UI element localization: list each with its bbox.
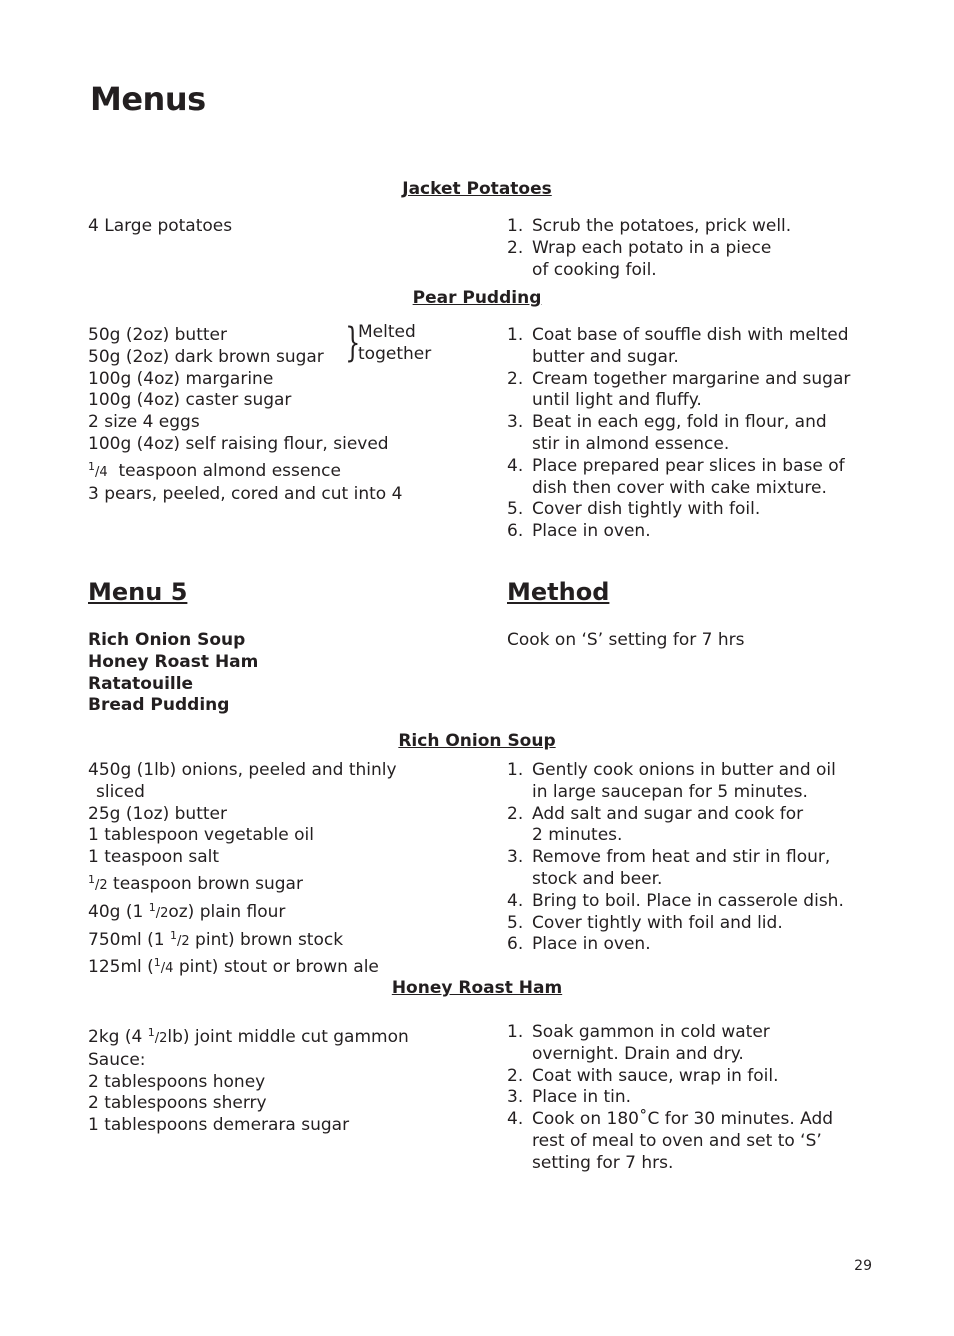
step-item xyxy=(507,216,852,238)
ingredient-text: lb) joint middle cut gammon xyxy=(167,1027,409,1047)
ingredient-line: 100g (4oz) caster sugar xyxy=(88,390,292,411)
menu-item-list xyxy=(88,630,258,717)
ingredient-line: 25g (1oz) butter xyxy=(88,803,227,824)
step-text: Add salt and sugar and cook for 2 minutes. xyxy=(532,803,804,846)
ingredients-rich-onion-soup xyxy=(88,760,428,980)
ingredient-text: teaspoon almond essence xyxy=(118,460,341,481)
step-item xyxy=(507,1066,852,1088)
page-title: Menus xyxy=(90,80,206,118)
ingredient-line: 2 size 4 eggs xyxy=(88,412,200,433)
ingredient-line: 50g (2oz) dark brown sugar xyxy=(88,346,324,367)
step-number: 1. xyxy=(507,216,524,236)
ingredient-line: 1 teaspoon salt xyxy=(88,847,220,868)
ingredient-line: 2 tablespoons sherry xyxy=(88,1093,267,1114)
step-number: 6. xyxy=(507,521,524,542)
step-number: 3. xyxy=(507,847,524,868)
brace-note xyxy=(358,322,431,366)
fraction-numerator: 1 xyxy=(170,928,177,942)
step-item xyxy=(507,499,852,521)
ingredient-line xyxy=(88,1022,428,1050)
step-item xyxy=(507,325,852,369)
step-item xyxy=(507,1087,852,1109)
step-text: Cream together margarine and sugar until light and fluffy. xyxy=(532,368,851,411)
ingredient-text: oz) plain flour xyxy=(168,901,286,922)
ingredient-line: Sauce: xyxy=(88,1049,146,1070)
step-text: Scrub the potatoes, prick well. xyxy=(532,216,792,236)
step-number: 3. xyxy=(507,1087,524,1108)
step-text: Bring to boil. Place in casserole dish. xyxy=(532,890,844,911)
menu-item: Ratatouille xyxy=(88,673,194,694)
fraction-numerator: 1 xyxy=(148,900,156,914)
step-number: 6. xyxy=(507,934,524,955)
step-number: 2. xyxy=(507,803,524,824)
fraction-denominator: /2 xyxy=(155,905,169,921)
method-heading: Method xyxy=(507,578,610,606)
step-text: Place in tin. xyxy=(532,1087,632,1108)
step-number: 1. xyxy=(507,1022,524,1042)
step-number: 4. xyxy=(507,455,524,476)
step-text: Beat in each egg, fold in flour, and stir in almond essence. xyxy=(532,412,827,454)
ingredient-line: 100g (4oz) self raising flour, sieved xyxy=(88,433,389,454)
step-number: 2. xyxy=(507,368,524,389)
steps-honey-roast-ham xyxy=(507,1022,852,1175)
step-text: Cook on 180˚C for 30 minutes. Add rest of meal to oven and set to ‘S’ setting for 7 hrs. xyxy=(532,1109,834,1173)
section-title-rich-onion-soup: Rich Onion Soup xyxy=(398,731,556,751)
menu-item: Bread Pudding xyxy=(88,695,230,716)
ingredient-text: 125ml ( xyxy=(88,957,154,978)
ingredient-line xyxy=(88,456,428,484)
step-number: 5. xyxy=(507,912,524,933)
fraction-denominator: /2 xyxy=(154,1031,168,1046)
ingredients-honey-roast-ham xyxy=(88,1022,428,1137)
ingredient-line: 2 tablespoons honey xyxy=(88,1071,266,1092)
ingredient-text: teaspoon brown sugar xyxy=(107,873,303,894)
section-title-honey-roast-ham: Honey Roast Ham xyxy=(391,978,563,998)
step-item xyxy=(507,521,852,543)
menu-heading: Menu 5 xyxy=(88,578,188,606)
step-number: 5. xyxy=(507,499,524,520)
brace-note-line: Melted xyxy=(358,322,416,342)
step-item xyxy=(507,847,832,891)
step-item xyxy=(507,369,852,413)
ingredient-line xyxy=(88,897,428,925)
step-number: 3. xyxy=(507,412,524,433)
step-text: Cover tightly with foil and lid. xyxy=(532,912,783,933)
fraction-denominator: /4 xyxy=(95,464,108,480)
step-text: Place prepared pear slices in base of dish then cover with cake mixture. xyxy=(532,455,845,498)
ingredient-text: pint) brown stock xyxy=(189,929,344,950)
step-text: Place in oven. xyxy=(532,521,651,542)
step-text: Gently cook onions in butter and oil in large saucepan for 5 minutes. xyxy=(532,760,836,802)
step-item xyxy=(507,891,852,913)
ingredient-line: sliced xyxy=(96,781,145,802)
fraction-numerator: 1 xyxy=(88,459,95,473)
step-item xyxy=(507,1022,797,1066)
step-text: Remove from heat and stir in flour, stock and beer. xyxy=(532,847,831,889)
ingredient-line: 1 tablespoons demerara sugar xyxy=(88,1115,350,1136)
step-number: 4. xyxy=(507,1109,524,1130)
step-item xyxy=(507,804,817,848)
section-title-jacket-potatoes: Jacket Potatoes xyxy=(402,179,552,199)
section-title-pear-pudding: Pear Pudding xyxy=(412,288,542,308)
menu-item: Honey Roast Ham xyxy=(88,651,259,672)
step-text: Place in oven. xyxy=(532,934,651,955)
step-number: 4. xyxy=(507,890,524,911)
step-text: Coat with sauce, wrap in foil. xyxy=(532,1065,779,1086)
fraction-numerator: 1 xyxy=(147,1026,155,1039)
step-item xyxy=(507,760,852,804)
step-text: Wrap each potato in a piece of cooking foil. xyxy=(532,237,772,280)
step-item xyxy=(507,934,852,956)
step-item xyxy=(507,1109,842,1174)
step-item xyxy=(507,913,852,935)
step-item xyxy=(507,412,852,456)
steps-jacket-potatoes xyxy=(507,216,852,281)
ingredient-line: 1 tablespoon vegetable oil xyxy=(88,825,314,846)
ingredient-text: pint) stout or brown ale xyxy=(173,957,379,978)
ingredient-line xyxy=(88,925,428,953)
step-number: 1. xyxy=(507,760,524,780)
step-number: 1. xyxy=(507,325,524,345)
ingredients-jacket-potatoes xyxy=(88,216,428,238)
brace-note-line: together xyxy=(358,343,432,364)
steps-rich-onion-soup xyxy=(507,760,852,956)
ingredient-line: 3 pears, peeled, cored and cut into 4 xyxy=(88,483,403,504)
fraction-denominator: /2 xyxy=(95,877,108,893)
fraction-numerator: 1 xyxy=(88,872,95,886)
ingredient-line xyxy=(88,952,428,980)
method-text: Cook on ‘S’ setting for 7 hrs xyxy=(507,630,745,650)
ingredient-text: 40g (1 xyxy=(88,901,149,922)
menu-item: Rich Onion Soup xyxy=(88,630,246,650)
fraction-denominator: /4 xyxy=(160,961,174,977)
ingredient-text: 750ml (1 xyxy=(88,929,170,950)
step-text: Cover dish tightly with foil. xyxy=(532,499,761,520)
ingredient-line: 100g (4oz) margarine xyxy=(88,368,274,389)
brace-glyph: } xyxy=(345,320,361,366)
step-text: Coat base of souffle dish with melted butter and sugar. xyxy=(532,325,849,367)
ingredient-text: 2kg (4 xyxy=(88,1027,148,1047)
ingredient-line: 4 Large potatoes xyxy=(88,216,233,236)
step-number: 2. xyxy=(507,237,524,258)
fraction-denominator: /2 xyxy=(177,933,190,949)
page-number: 29 xyxy=(854,1258,872,1274)
steps-pear-pudding xyxy=(507,325,852,543)
step-item xyxy=(507,456,852,500)
step-text: Soak gammon in cold water overnight. Drain and dry. xyxy=(532,1022,770,1064)
ingredient-line: 450g (1lb) onions, peeled and thinly xyxy=(88,760,397,780)
ingredient-line: 50g (2oz) butter xyxy=(88,325,227,345)
step-item xyxy=(507,238,782,282)
step-number: 2. xyxy=(507,1065,524,1086)
fraction-numerator: 1 xyxy=(153,956,161,970)
ingredient-line xyxy=(88,869,428,897)
